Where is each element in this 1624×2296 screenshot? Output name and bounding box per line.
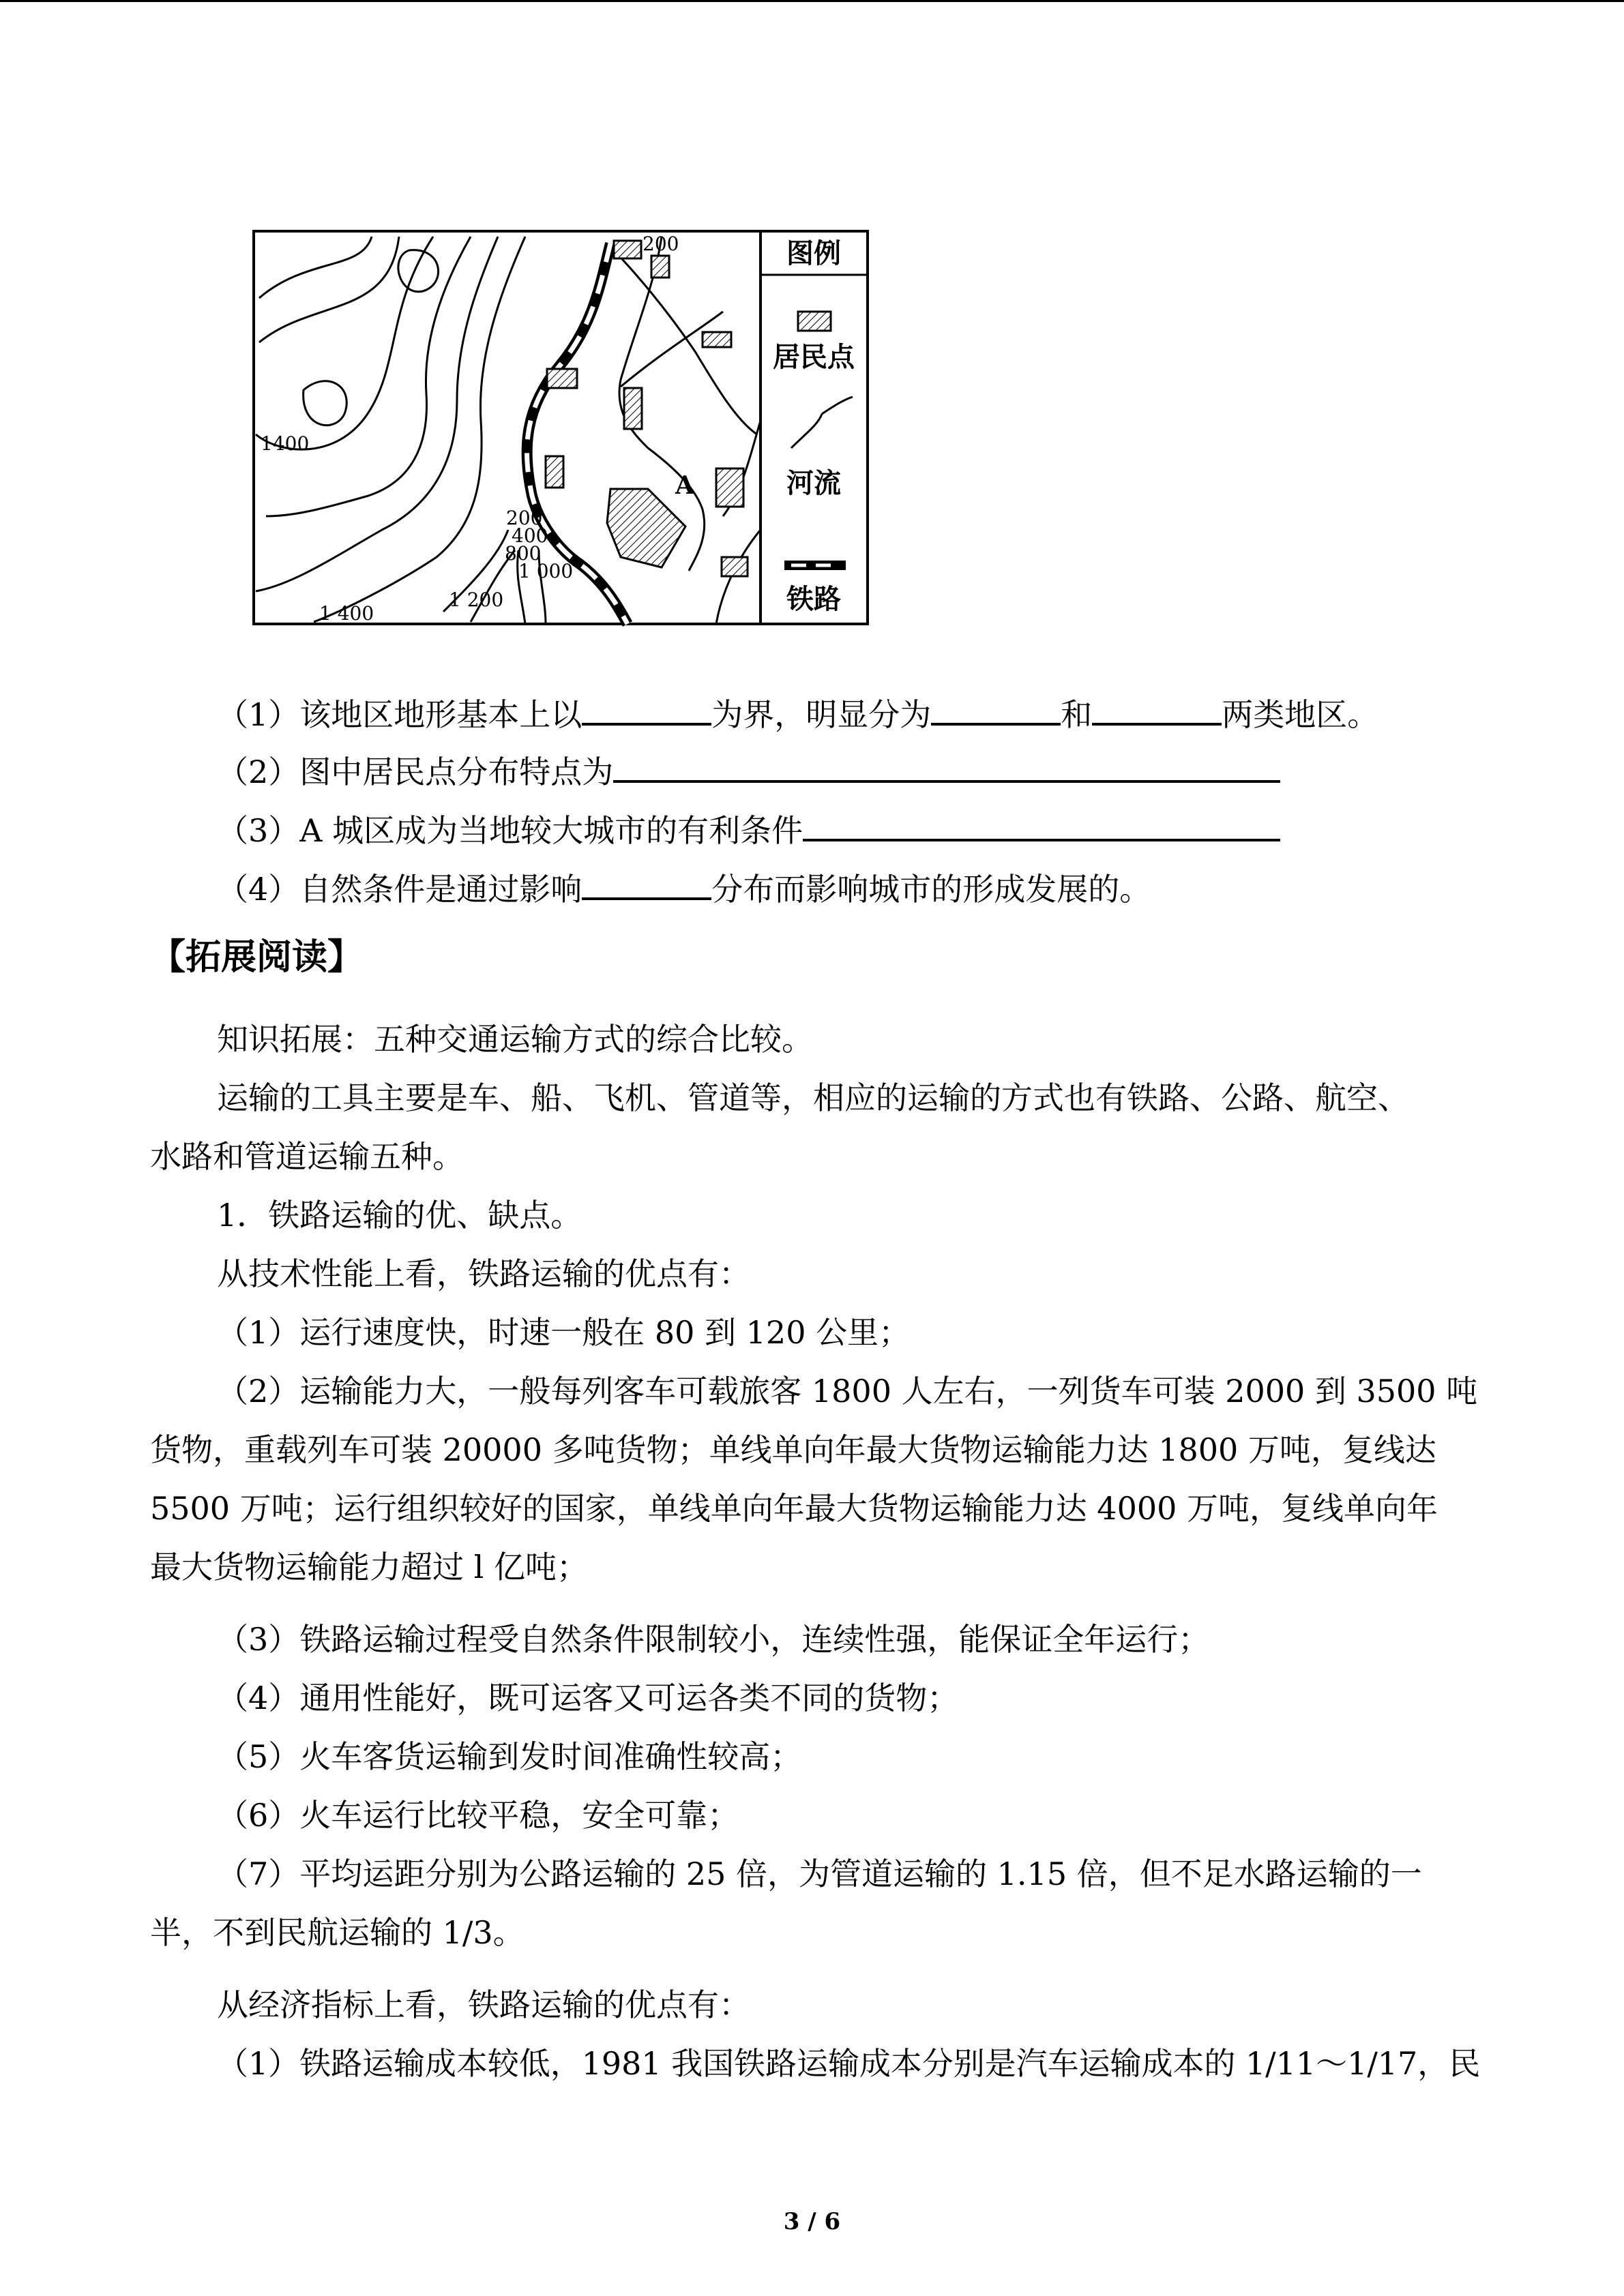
- answer-blank[interactable]: [613, 750, 1280, 783]
- reading-line: （7）平均运距分别为公路运输的 25 倍，为管道运输的 1.15 倍，但不足水路运输的一: [217, 1855, 1422, 1892]
- page-number: 3 / 6: [783, 2208, 841, 2235]
- svg-text:1 000: 1 000: [518, 560, 574, 582]
- topographic-map: [252, 230, 870, 627]
- reading-line: 5500 万吨；运行组织较好的国家，单线单向年最大货物运输能力达 4000 万吨，复线单向年: [150, 1490, 1438, 1527]
- reading-line: 货物，重载列车可装 20000 多吨货物；单线单向年最大货物运输能力达 1800 万吨，复线达: [150, 1431, 1436, 1468]
- reading-line: 从技术性能上看，铁路运输的优点有：: [217, 1255, 750, 1292]
- answer-blank[interactable]: [1092, 693, 1222, 726]
- svg-text:800: 800: [505, 542, 542, 565]
- svg-text:1 400: 1 400: [319, 602, 374, 625]
- answer-blank[interactable]: [582, 693, 711, 726]
- question-4: （4）自然条件是通过影响 分布而影响城市的形成发展的。: [217, 867, 1151, 910]
- svg-text:1 200: 1 200: [449, 588, 504, 611]
- section-heading: 【拓展阅读】: [150, 936, 364, 978]
- svg-text:400: 400: [512, 524, 548, 547]
- reading-line: （2）运输能力大，一般每列客车可载旅客 1800 人左右，一列货车可装 2000 到 3500 吨: [217, 1373, 1478, 1410]
- svg-text:200: 200: [506, 507, 543, 529]
- reading-line: 水路和管道运输五种。: [150, 1138, 464, 1175]
- top-border: [0, 0, 1624, 2]
- reading-line: （6）火车运行比较平稳，安全可靠；: [217, 1797, 739, 1834]
- reading-line: 知识拓展：五种交通运输方式的综合比较。: [217, 1021, 813, 1058]
- question-1: （1）该地区地形基本上以 为界，明显分为 和 两类地区。: [217, 693, 1378, 735]
- reading-line: 半，不到民航运输的 1/3。: [150, 1914, 525, 1951]
- answer-blank[interactable]: [931, 693, 1061, 726]
- answer-blank[interactable]: [582, 867, 711, 900]
- legend-title: 图例: [786, 237, 841, 269]
- reading-line: 1．铁路运输的优、缺点。: [217, 1197, 582, 1234]
- reading-line: 运输的工具主要是车、船、飞机、管道等，相应的运输的方式也有铁路、公路、航空、: [217, 1079, 1409, 1116]
- answer-blank[interactable]: [803, 809, 1280, 841]
- legend-railway-label: 铁路: [786, 583, 841, 615]
- reading-line: （1）铁路运输成本较低，1981 我国铁路运输成本分别是汽车运输成本的 1/11～1/17，民: [217, 2045, 1481, 2082]
- question-2: （2）图中居民点分布特点为: [217, 750, 1280, 792]
- legend-settlement-icon: [798, 312, 831, 331]
- svg-text:1400: 1400: [261, 432, 310, 455]
- reading-line: （1）运行速度快，时速一般在 80 到 120 公里；: [217, 1314, 911, 1351]
- reading-line: （3）铁路运输过程受自然条件限制较小，连续性强，能保证全年运行；: [217, 1621, 1210, 1658]
- question-3: （3）A 城区成为当地较大城市的有利条件: [217, 809, 1280, 851]
- city-a-label: A: [675, 471, 694, 500]
- reading-line: （5）火车客货运输到发时间准确性较高；: [217, 1738, 802, 1775]
- reading-line: 最大货物运输能力超过 l 亿吨；: [150, 1549, 588, 1585]
- reading-line: （4）通用性能好，既可运客又可运各类不同的货物；: [217, 1680, 959, 1716]
- legend-settlement-label: 居民点: [773, 341, 855, 373]
- svg-text:200: 200: [643, 233, 679, 255]
- reading-line: 从经济指标上看，铁路运输的优点有：: [217, 1986, 750, 2023]
- legend-river-label: 河流: [786, 467, 841, 499]
